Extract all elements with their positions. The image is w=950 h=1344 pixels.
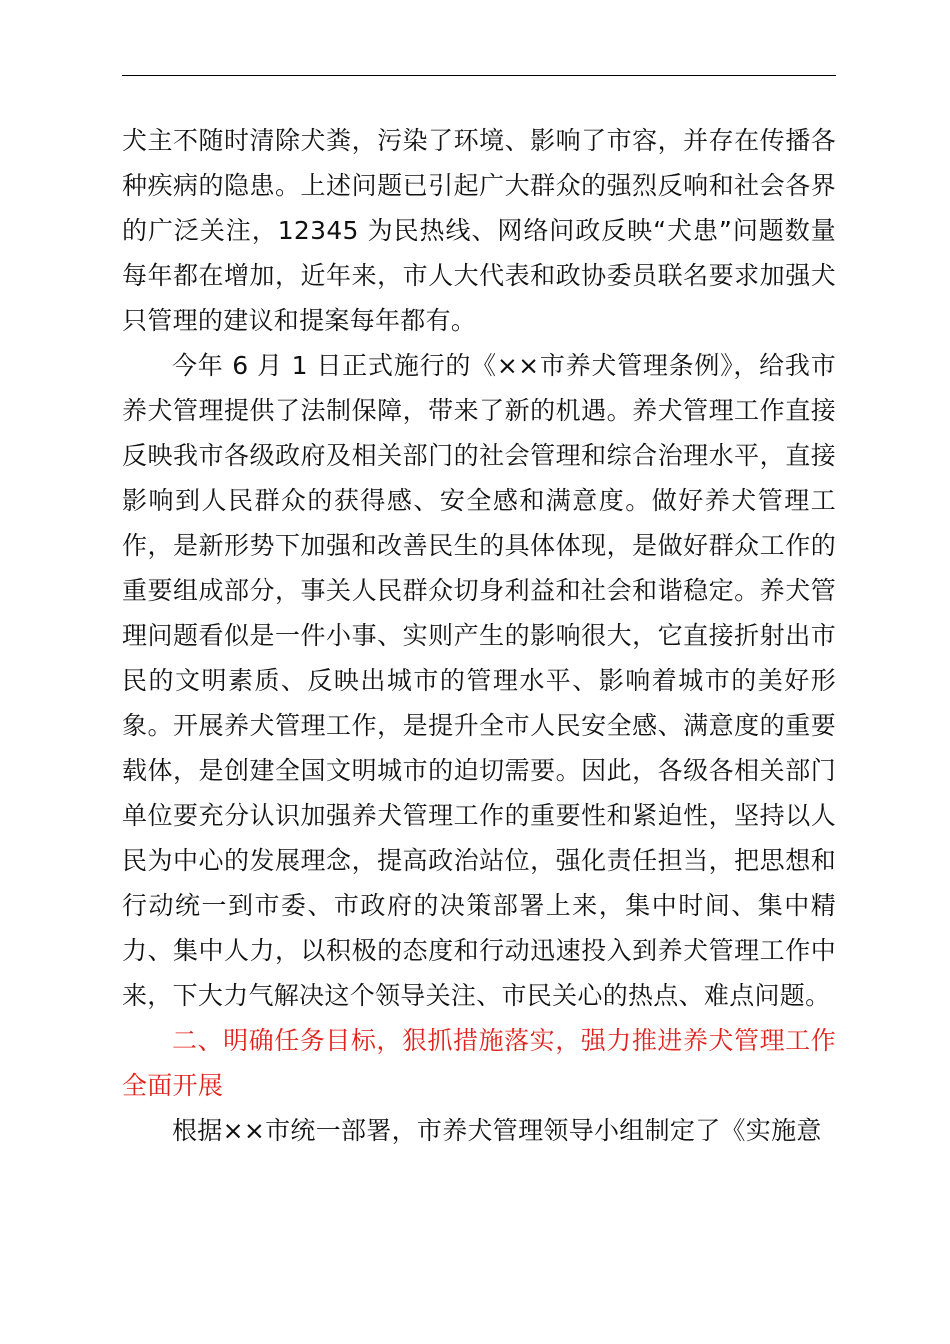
- paragraph-implementation-start: 根据××市统一部署，市养犬管理领导小组制定了《实施意: [172, 1116, 822, 1145]
- paragraph-regulation-significance: 今年 6 月 1 日正式施行的《××市养犬管理条例》，给我市养犬管理提供了法制保障，带来了新的机遇。养犬管理工作直接反映我市各级政府及相关部门的社会管理和综合治理水平，直接影响到人民群众的获得感、安全感和满意度。做好养犬管理工作，是新形势下加强和改善民生的具体体现，是做好群众工作的重要组成部分，事关人民群众切身利益和社会和谐稳定。养犬管理问题看似是一件小事、实则产生的影响很大，它直接折射出市民的文明素质、反映出城市的管理水平、影响着城市的美好形象。开展养犬管理工作，是提升全市人民安全感、满意度的重要载体，是创建全国文明城市的迫切需要。因此，各级各相关部门单位要充分认识加强养犬管理工作的重要性和紧迫性，坚持以人民为中心的发展理念，提高政治站位，强化责任担当，把思想和行动统一到市委、市政府的决策部署上来，集中时间、集中精力、集中人力，以积极的态度和行动迅速投入到养犬管理工作中来，下大力气解决这个领导关注、市民关心的热点、难点问题。: [122, 351, 836, 1010]
- section-heading: 二、明确任务目标，狠抓措施落实，强力推进养犬管理工作全面开展: [122, 1026, 836, 1100]
- paragraph-dog-problems: 犬主不随时清除犬粪，污染了环境、影响了市容，并存在传播各种疾病的隐患。上述问题已引起广大群众的强烈反响和社会各界的广泛关注，12345 为民热线、网络问政反映“犬患”问题数量每年都在增加，近年来，市人大代表和政协委员联名要求加强犬只管理的建议和提案每年都有。: [122, 126, 836, 335]
- header-divider: [122, 75, 836, 76]
- document-body: [122, 118, 836, 1153]
